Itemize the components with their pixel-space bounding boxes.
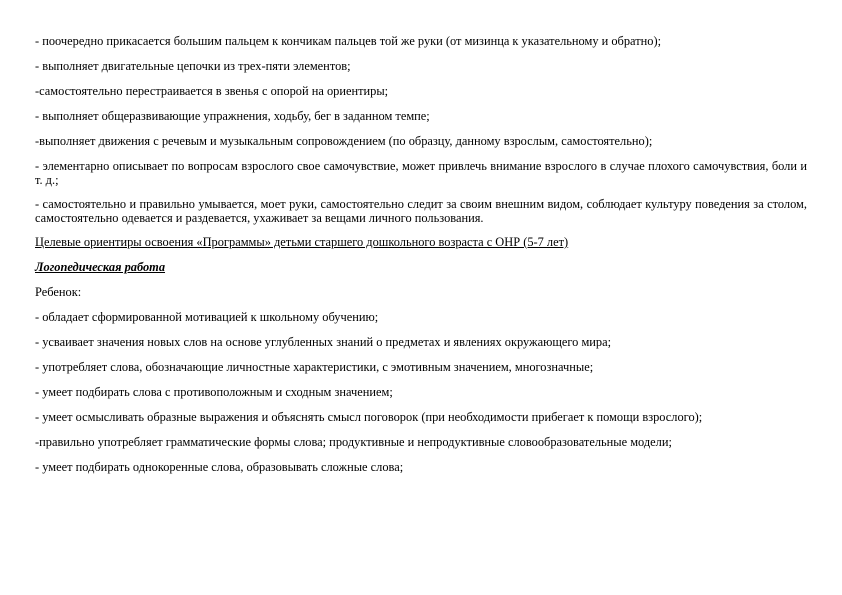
list-item: -правильно употребляет грамматические формы слова; продуктивные и непродуктивные словообразовательные модели; [35,435,672,449]
list-item: - элементарно описывает по вопросам взрослого свое самочувствие, может привлечь внимание взрослого в случае плохого самочувствия, боли и т. д.; [35,159,807,187]
list-item: - выполняет общеразвивающие упражнения, ходьбу, бег в заданном темпе; [35,109,430,123]
list-item: - употребляет слова, обозначающие личностные характеристики, с эмотивным значением, многозначные; [35,360,594,374]
list-item: - усваивает значения новых слов на основе углубленных знаний о предметах и явлениях окружающего мира; [35,335,612,349]
list-item: - обладает сформированной мотивацией к школьному обучению; [35,310,379,324]
document-page [35,34,807,485]
lead-text: Ребенок: [35,285,82,299]
list-item: - умеет подбирать однокоренные слова, образовывать сложные слова; [35,460,404,474]
subheading: Логопедическая работа [35,260,166,274]
list-item: - самостоятельно и правильно умывается, моет руки, самостоятельно следит за своим внешним видом, соблюдает культуру поведения за столом, самостоятельно одевается и раздевается, ухаживает за вещами личного пользования. [35,197,807,225]
list-item: - поочередно прикасается большим пальцем к кончикам пальцев той же руки (от мизинца к указательному и обратно); [35,34,662,48]
list-item: -выполняет движения с речевым и музыкальным сопровождением (по образцу, данному взрослым, самостоятельно); [35,134,653,148]
list-item: - умеет осмысливать образные выражения и объяснять смысл поговорок (при необходимости прибегает к помощи взрослого); [35,410,703,424]
list-item: - выполняет двигательные цепочки из трех-пяти элементов; [35,59,351,73]
list-item: -самостоятельно перестраивается в звенья с опорой на ориентиры; [35,84,389,98]
section-heading: Целевые ориентиры освоения «Программы» детьми старшего дошкольного возраста с ОНР (5-7 лет) [35,235,569,249]
list-item: - умеет подбирать слова с противоположным и сходным значением; [35,385,393,399]
